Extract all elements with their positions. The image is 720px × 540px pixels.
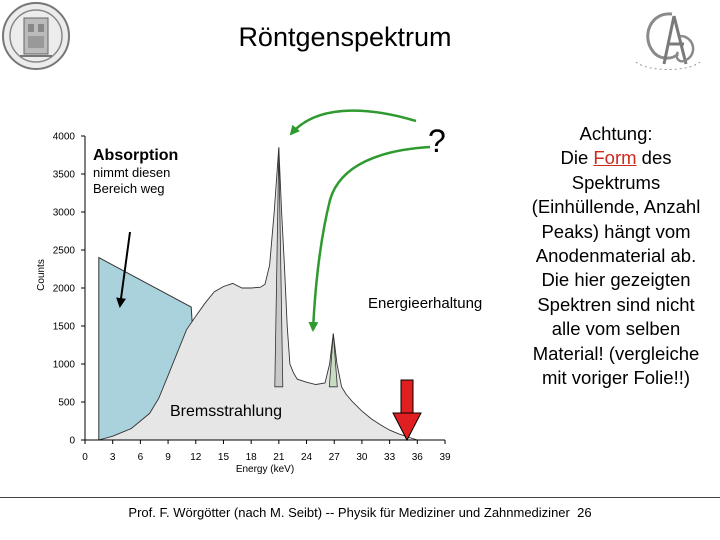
x-tick-label: 27 [328,452,340,463]
x-tick-label: 39 [439,452,451,463]
x-axis-label: Energy (keV) [235,464,295,475]
x-tick-label: 15 [217,452,230,463]
absorption-text-line1: nimmt diesen [93,165,171,180]
y-tick-label: 0 [69,435,75,447]
y-axis-label: Counts [36,259,47,291]
x-tick-label: 6 [137,452,144,463]
y-tick-label: 500 [58,397,75,409]
note-text-rest: des Spektrums (Einhüllende, Anzahl Peaks) hängt vom Anodenmaterial ab. Die hier gezeigten Spektren sind nicht alle vom selben Material! (vergleiche mit voriger Folie!!) [531,147,701,389]
bremsstrahlung-label: Bremsstrahlung [170,403,283,420]
energy-conservation-label: Energieerhaltung [368,295,483,312]
red-arrow-energy-limit [393,380,421,440]
x-tick-label: 12 [190,452,202,463]
footer-text: Prof. F. Wörgötter (nach M. Seibt) -- Physik für Mediziner und Zahnmediziner [128,505,570,520]
absorption-text-line2: Bereich weg [93,181,165,196]
x-tick-label: 36 [411,452,423,463]
university-seal-logo [0,0,72,72]
slide-footer [0,505,720,520]
x-tick-label: 3 [109,452,116,463]
x-tick-label: 9 [165,452,171,463]
y-tick-label: 3000 [52,207,75,219]
x-tick-label: 33 [384,452,396,463]
material-note [527,122,705,390]
note-heading: Achtung: [579,123,653,144]
x-tick-label: 21 [273,452,285,463]
x-tick-label: 30 [356,452,368,463]
footer-divider [0,497,720,498]
slide-title: Röntgenspektrum [238,22,452,52]
question-mark: ? [428,123,446,159]
institute-monogram-logo [628,6,708,76]
y-tick-label: 2500 [52,245,75,257]
x-tick-label: 24 [300,452,313,463]
green-arrow-to-main-peak [291,111,416,134]
y-tick-label: 2000 [52,283,75,295]
y-tick-label: 1000 [52,359,75,371]
xray-spectrum-chart [0,100,520,500]
note-body [527,146,705,390]
y-tick-label: 3500 [52,169,75,181]
note-highlight-form: Form [593,147,637,169]
absorption-title: Absorption [93,147,179,164]
y-tick-label: 1500 [52,321,75,333]
x-tick-label: 0 [82,452,88,463]
y-tick-label: 4000 [52,131,75,143]
x-tick-label: 18 [245,452,257,463]
page-number: 26 [577,505,592,520]
note-text-start: Die [560,147,594,169]
